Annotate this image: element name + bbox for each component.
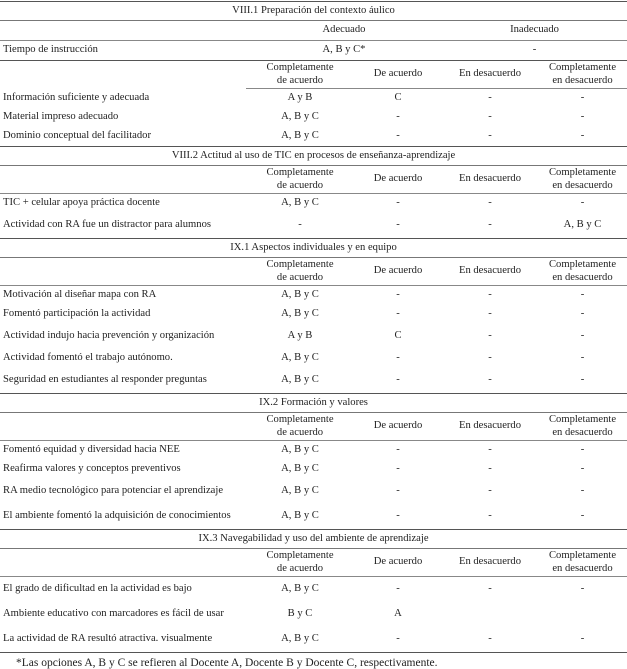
row-label: El grado de dificultad en la actividad es bajo [3,583,192,595]
cell-value: - [488,197,492,209]
cell-value [442,602,538,627]
cell-value: - [580,111,585,123]
cell-value: - [396,583,400,595]
row-label: Tiempo de instrucción [0,41,246,61]
cell-adecuado: A, B y C* [246,41,442,61]
cell-value: - [488,111,492,123]
table-row [0,213,627,239]
table-row [0,577,627,603]
cell-value: A, B y C [281,444,319,456]
cell-value: A, B y C [281,308,319,320]
cell-value: - [396,289,400,301]
likert-header [538,258,627,286]
likert-header [354,258,442,286]
table-row [0,194,627,214]
header-line: En desacuerdo [458,420,522,432]
cell-value: A, B y C [246,127,354,147]
cell-value: - [580,463,585,475]
likert-header [442,413,538,441]
row-label: El ambiente fomentó la adquisición de conocimientos [0,504,246,530]
cell-value: - [488,330,492,342]
blank-cell [0,21,246,41]
cell-value: B y C [287,608,313,620]
cell-value: - [488,289,492,301]
cell-value: - [580,197,585,209]
cell-value: - [488,485,492,497]
header-line: de acuerdo [276,74,324,86]
cell-value: - [396,485,400,497]
section-title-row [0,530,627,549]
cell-value: A y B [287,92,313,104]
cell-value: - [580,308,585,320]
likert-header [538,549,627,577]
header-line: En desacuerdo [458,173,522,185]
cell-value: - [580,444,585,456]
cell-value: - [442,368,538,394]
likert-header [246,549,354,577]
blank-cell [0,166,246,194]
row-label: Actividad indujo hacia prevención y organización [3,330,215,342]
likert-header-row [0,258,627,286]
header-line: Completamente [548,259,617,270]
header-line: Completamente [548,550,617,561]
table-row [0,305,627,324]
table-row [0,627,627,653]
likert-header [354,166,442,194]
cell-value: - [354,627,442,653]
table-row [0,602,627,627]
blank-cell [0,549,246,577]
section-title: VIII.1 Preparación del contexto áulico [0,2,627,21]
row-label: Motivación al diseñar mapa con RA [3,289,157,301]
header-line: en desacuerdo [552,74,613,86]
binary-row [0,41,627,61]
likert-header [442,61,538,89]
cell-value: A, B y C [538,213,627,239]
likert-header [246,413,354,441]
blank-cell [0,258,246,286]
row-label: RA medio tecnológico para potenciar el aprendizaje [3,485,224,497]
cell-value: C [394,330,402,342]
cell-value: C [394,92,402,104]
cell-value: - [396,444,400,456]
cell-value: - [442,127,538,147]
likert-header [246,166,354,194]
cell-value: - [354,504,442,530]
cell-value: - [488,463,492,475]
row-label: Fomentó participación la actividad [3,308,151,320]
row-label: Fomentó equidad y diversidad hacia NEE [3,444,180,456]
header-line: En desacuerdo [458,68,522,80]
table-row [0,324,627,349]
cell-value: A, B y C [281,111,319,123]
row-label: Ambiente educativo con marcadores es fácil de usar [3,608,224,620]
header-line: Completamente [548,62,617,73]
cell-value: - [538,504,627,530]
header-line: de acuerdo [276,562,324,574]
cell-value: - [396,463,400,475]
cell-inadecuado: - [442,41,627,61]
header-line: De acuerdo [373,173,423,185]
header-line: Completamente [266,550,334,561]
cell-value: - [538,627,627,653]
binary-header-row [0,21,627,41]
section-title-row [0,394,627,413]
row-label: Actividad con RA fue un distractor para alumnos [0,213,246,239]
table-row [0,89,627,109]
cell-value: - [488,92,492,104]
likert-header [354,61,442,89]
survey-results-table [0,1,627,653]
table-row [0,349,627,368]
cell-value: - [246,213,354,239]
header-line: en desacuerdo [552,271,613,283]
table-row [0,460,627,479]
cell-value: - [396,352,400,364]
header-line: De acuerdo [373,265,423,277]
header-line: De acuerdo [373,420,423,432]
likert-header [442,166,538,194]
cell-value: - [396,308,400,320]
cell-value: - [442,627,538,653]
header-line: Completamente [266,62,334,73]
cell-value: - [354,213,442,239]
section-title: IX.3 Navegabilidad y uso del ambiente de aprendizaje [0,530,627,549]
cell-value: A, B y C [281,463,319,475]
likert-header [538,413,627,441]
header-line: Completamente [266,414,334,425]
table-row [0,108,627,127]
table-row [0,479,627,504]
cell-value [538,602,627,627]
section-title-row [0,239,627,258]
header-line: en desacuerdo [552,426,613,438]
cell-value: - [488,308,492,320]
header-line: En desacuerdo [458,556,522,568]
cell-value: - [396,197,400,209]
likert-header [538,61,627,89]
cell-value: A, B y C [246,368,354,394]
likert-header [246,61,354,89]
cell-value: A [394,608,402,620]
cell-value: A, B y C [246,627,354,653]
header-line: Completamente [548,414,617,425]
header-adecuado: Adecuado [246,21,442,41]
likert-header-row [0,166,627,194]
header-line: en desacuerdo [552,179,613,191]
blank-cell [0,413,246,441]
cell-value: - [396,111,400,123]
row-label: Actividad fomentó el trabajo autónomo. [3,352,173,364]
table-row [0,286,627,306]
table-row [0,441,627,461]
cell-value: A y B [287,330,313,342]
likert-header-row [0,61,627,89]
cell-value: - [488,444,492,456]
cell-value: A, B y C [281,197,319,209]
row-label: Material impreso adecuado [3,111,119,123]
section-title: IX.2 Formación y valores [0,394,627,413]
section-title-row [0,2,627,21]
table-row [0,127,627,147]
cell-value: - [580,583,585,595]
cell-value: A, B y C [281,289,319,301]
cell-value: - [442,213,538,239]
cell-value: - [580,289,585,301]
row-label: Información suficiente y adecuada [3,92,150,103]
cell-value: - [580,92,585,104]
cell-value: - [488,352,492,364]
likert-header [442,549,538,577]
header-line: de acuerdo [276,271,324,283]
likert-header [354,549,442,577]
table-row [0,368,627,394]
header-line: De acuerdo [373,68,423,80]
cell-value: - [538,368,627,394]
table-row [0,504,627,530]
header-line: Completamente [548,167,617,178]
cell-value: - [488,583,492,595]
cell-value: - [442,504,538,530]
likert-header [246,258,354,286]
header-line: De acuerdo [373,556,423,568]
header-inadecuado: Inadecuado [442,21,627,41]
cell-value: A, B y C [281,485,319,497]
row-label: La actividad de RA resultó atractiva. visualmente [0,627,246,653]
cell-value: - [538,127,627,147]
footnote: *Las opciones A, B y C se refieren al Docente A, Docente B y Docente C, respectivamente. [16,657,438,669]
row-label: Reafirma valores y conceptos preventivos [3,463,181,475]
cell-value: - [354,127,442,147]
section-title-row [0,147,627,166]
header-line: Completamente [266,167,334,178]
row-label: Seguridad en estudiantes al responder preguntas [0,368,246,394]
row-label: TIC + celular apoya práctica docente [3,197,160,209]
header-line: de acuerdo [276,426,324,438]
likert-header [442,258,538,286]
header-line: en desacuerdo [552,562,613,574]
row-label: Dominio conceptual del facilitador [0,127,246,147]
blank-cell [0,61,246,89]
cell-value: A, B y C [246,504,354,530]
cell-value: - [580,485,585,497]
likert-header [538,166,627,194]
header-line: En desacuerdo [458,265,522,277]
likert-header [354,413,442,441]
cell-value: - [580,330,585,342]
section-title: VIII.2 Actitud al uso de TIC en procesos de enseñanza-aprendizaje [0,147,627,166]
likert-header-row [0,413,627,441]
cell-value: A, B y C [281,352,319,364]
header-line: Completamente [266,259,334,270]
cell-value: - [580,352,585,364]
cell-value: - [354,368,442,394]
cell-value: A, B y C [281,583,319,595]
section-title: IX.1 Aspectos individuales y en equipo [0,239,627,258]
likert-header-row [0,549,627,577]
header-line: de acuerdo [276,179,324,191]
